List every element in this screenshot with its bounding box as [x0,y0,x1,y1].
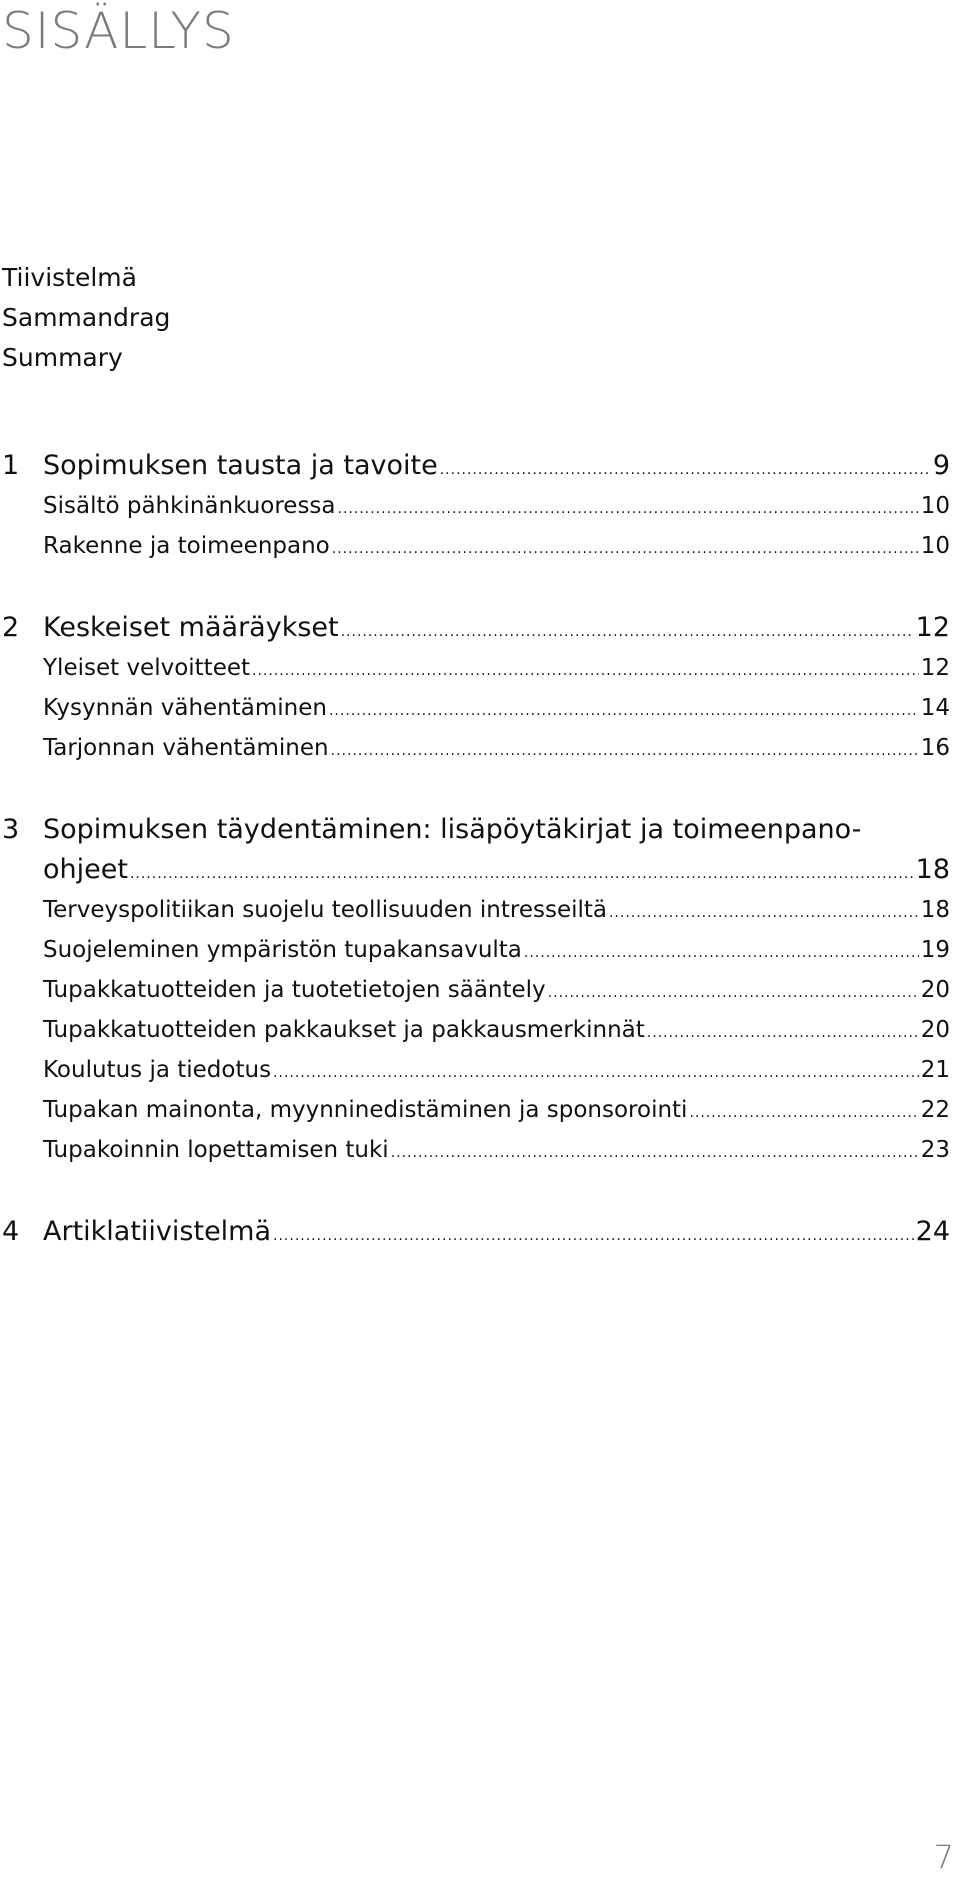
dot-leader [130,854,914,894]
page-ref: 21 [920,1057,950,1083]
section-label: Tupakan mainonta, myynninedistäminen ja sponsorointi [43,1097,688,1123]
dot-leader [252,651,919,691]
page-ref: 10 [920,493,950,519]
page-ref: 23 [920,1137,950,1163]
intro-list [2,258,170,378]
chapter-number: 3 [2,814,20,845]
dot-leader [332,529,919,569]
page-ref: 14 [920,695,950,721]
dot-leader [338,489,919,529]
chapter-label: Artiklatiivistelmä [43,1216,272,1247]
toc-chapter-1[interactable] [0,446,950,486]
toc-item-terveyspolitiikan[interactable] [0,890,950,930]
section-label: Suojeleminen ympäristön tupakansavulta [43,937,522,963]
page-ref: 9 [932,450,950,481]
page-title: SISÄLLYS [2,2,235,60]
dot-leader [647,1013,919,1053]
toc-item-yleiset[interactable] [0,648,950,688]
page-number: 7 [933,1838,954,1876]
chapter-label-line2: ohjeet [43,854,128,885]
section-label: Kysynnän vähentäminen [43,695,327,721]
section-label: Sisältö pähkinänkuoressa [43,493,336,519]
section-label: Tupakkatuotteiden pakkaukset ja pakkausmerkinnät [43,1017,645,1043]
section-label: Yleiset velvoitteet [43,655,251,681]
toc-item-pakkaukset[interactable] [0,1010,950,1050]
page-ref: 19 [920,937,950,963]
dot-leader [331,731,919,771]
dot-leader [329,691,919,731]
dot-leader [440,450,931,490]
section-label: Koulutus ja tiedotus [43,1057,272,1083]
page-ref: 12 [920,655,950,681]
intro-item-tiivistelma[interactable]: Tiivistelmä [2,263,137,292]
page-ref: 10 [920,533,950,559]
chapter-label: Sopimuksen tausta ja tavoite [43,450,438,481]
toc-chapter-2[interactable] [0,608,950,648]
chapter-number: 2 [2,612,20,643]
dot-leader [524,933,919,973]
page-ref: 16 [920,735,950,761]
toc-chapter-3-line2[interactable] [0,850,950,890]
section-label: Rakenne ja toimeenpano [43,533,330,559]
chapter-number: 1 [2,450,20,481]
section-label: Terveyspolitiikan suojelu teollisuuden intresseiltä [43,897,607,923]
page-ref: 20 [920,977,950,1003]
toc-item-saantely[interactable] [0,970,950,1010]
page-ref: 20 [920,1017,950,1043]
toc-item-suojeleminen[interactable] [0,930,950,970]
table-of-contents [0,446,950,1252]
page-ref: 18 [915,854,950,885]
toc-item-sisalto[interactable] [0,486,950,526]
dot-leader [689,1093,918,1133]
page-ref: 22 [920,1097,950,1123]
chapter-label: Keskeiset määräykset [43,612,339,643]
toc-item-mainonta[interactable] [0,1090,950,1130]
toc-chapter-4[interactable] [0,1212,950,1252]
dot-leader [391,1133,919,1173]
page-ref: 18 [920,897,950,923]
dot-leader [273,1053,919,1093]
chapter-label-line1: Sopimuksen täydentäminen: lisäpöytäkirjat ja toimeenpano- [43,814,862,845]
intro-item-summary[interactable]: Summary [2,343,123,372]
toc-item-rakenne[interactable] [0,526,950,566]
dot-leader [548,973,919,1013]
toc-chapter-3-line1[interactable] [0,810,950,850]
dot-leader [273,1216,914,1256]
toc-item-kysynnan[interactable] [0,688,950,728]
dot-leader [341,612,914,652]
section-label: Tarjonnan vähentäminen [43,735,329,761]
toc-item-lopettamisen[interactable] [0,1130,950,1170]
toc-item-tarjonnan[interactable] [0,728,950,768]
section-label: Tupakoinnin lopettamisen tuki [43,1137,389,1163]
section-label: Tupakkatuotteiden ja tuotetietojen sääntely [43,977,546,1003]
toc-item-koulutus[interactable] [0,1050,950,1090]
dot-leader [609,893,919,933]
intro-item-sammandrag[interactable]: Sammandrag [2,303,171,332]
page-ref: 24 [915,1216,950,1247]
page-ref: 12 [915,612,950,643]
chapter-number: 4 [2,1216,20,1247]
